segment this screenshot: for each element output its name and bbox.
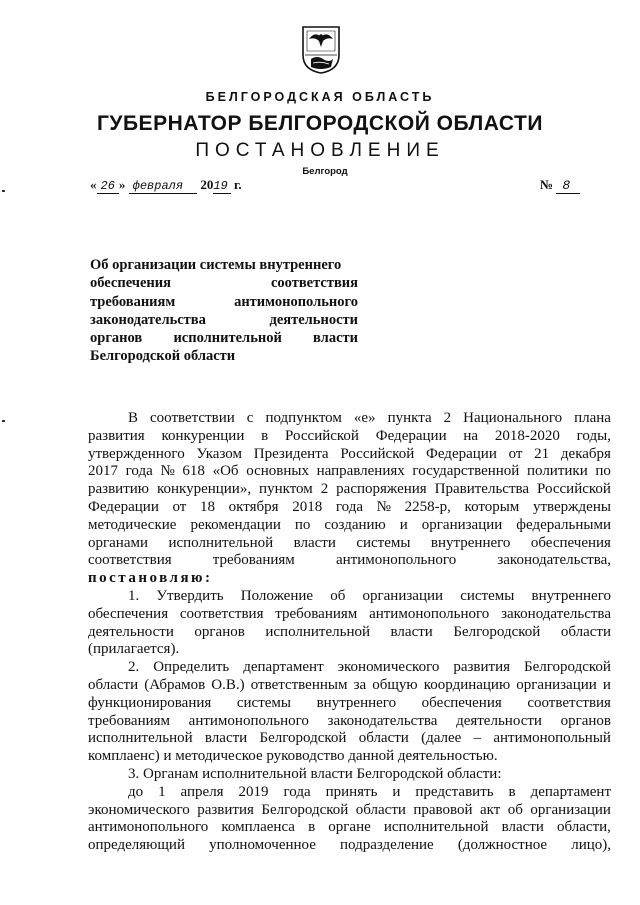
date-year-suffix: 19 — [213, 179, 230, 194]
date-month: февраля — [129, 179, 197, 194]
subject-line: органов исполнительной власти — [90, 330, 358, 347]
scan-artifact — [2, 190, 5, 192]
subject-line: обеспечения соответствия — [90, 275, 358, 292]
body-line: деятельности органов исполнительной власти Белгородской области — [88, 623, 611, 640]
date-year-prefix: 20 — [200, 177, 214, 192]
belgorod-coat-of-arms-icon — [301, 25, 341, 75]
document-subject — [90, 256, 358, 366]
body-line: 1. Утвердить Положение об организации системы внутреннего — [128, 587, 611, 604]
subject-line: законодательства деятельности — [90, 311, 358, 328]
body-line: исполнительной власти Белгородской области (далее – антимонопольный — [88, 730, 611, 747]
body-line: области (Абрамов О.В.) ответственным за общую координацию организации и — [88, 676, 611, 693]
body-line: до 1 апреля 2019 года принять и представить в департамент — [128, 783, 611, 800]
subject-line: Белгородской области — [90, 348, 236, 365]
city-label: Белгород — [302, 166, 348, 177]
date-day: 26 — [97, 179, 119, 194]
body-line: соответствия требованиям антимонопольного законодательства, — [88, 552, 611, 569]
body-line: функционирования системы внутреннего обеспечения соответствия — [88, 694, 611, 711]
body-line: обеспечения соответствия требованиям антимонопольного законодательства — [88, 605, 611, 622]
date-quote-open: « — [90, 177, 97, 192]
scan-artifact — [2, 420, 5, 422]
date-quote-close: » — [118, 177, 126, 192]
body-line: В соответствии с подпунктом «е» пункта 2 Национального плана — [128, 410, 611, 426]
body-line: развития конкуренции в Российской Федерации на 2018-2020 годы, — [88, 427, 611, 444]
number-value: 8 — [556, 178, 580, 194]
body-line: комплаенс) и методическое руководство данной деятельностью. — [88, 748, 498, 765]
date-year-suffix-label: г. — [233, 177, 242, 192]
body-line: 3. Органам исполнительной власти Белгородской области: — [128, 765, 502, 782]
document-date — [90, 177, 242, 194]
body-line: утвержденного Указом Президента Российской Федерации от 21 декабря — [88, 445, 611, 462]
body-line: антимонопольного комплаенса в органе исполнительной власти области, — [88, 819, 611, 836]
region-title: БЕЛГОРОДСКАЯ ОБЛАСТЬ — [205, 90, 435, 104]
document-type: ПОСТАНОВЛЕНИЕ — [195, 140, 445, 161]
body-line: (прилагается). — [88, 641, 180, 658]
number-label: № — [540, 177, 554, 192]
body-line: постановляю: — [88, 570, 213, 587]
document-number — [540, 177, 580, 194]
body-line: развитию конкуренции», пунктом 2 распоряжения Правительства Российской — [88, 481, 611, 498]
subject-line: Об организации системы внутреннего — [90, 257, 342, 273]
governor-title: ГУБЕРНАТОР БЕЛГОРОДСКОЙ ОБЛАСТИ — [97, 112, 543, 135]
document-body — [88, 410, 611, 855]
subject-line: требованиям антимонопольного — [90, 293, 358, 310]
body-line: 2. Определить департамент экономического развития Белгородской — [128, 659, 611, 676]
body-line: экономического развития Белгородской области правовой акт об организации — [88, 801, 611, 818]
body-line: органами исполнительной власти системы внутреннего обеспечения — [88, 534, 611, 551]
body-line: методические рекомендации по созданию и организации федеральными — [88, 516, 611, 533]
body-line: Федерации от 18 октября 2018 года № 2258-р, которым утверждены — [88, 498, 611, 515]
body-line: 2017 года № 618 «Об основных направлениях государственной политики по — [88, 463, 611, 480]
body-line: требованиям антимонопольного законодательства деятельности органов — [88, 712, 611, 729]
body-line: определяющий уполномоченное подразделение (должностное лицо), — [88, 837, 611, 854]
